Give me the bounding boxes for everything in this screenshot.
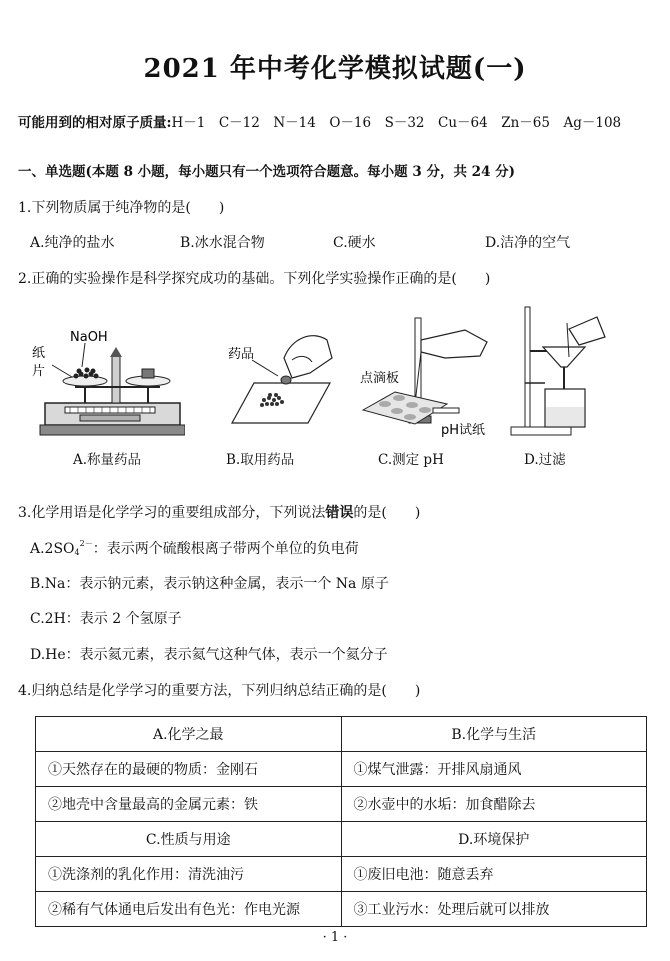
atomic-masses-values: H－1 C－12 N－14 O－16 S－32 Cu－64 Zn－65 Ag－108 xyxy=(171,115,622,131)
q3-stem-emphasis: 错误 xyxy=(325,505,354,521)
q3-a-superscript: 2－ xyxy=(79,539,93,548)
table-cell-c2: ②稀有气体通电后发出有色光：作电光源 xyxy=(36,892,342,927)
q3-a-text: ：表示两个硫酸根离子带两个单位的负电荷 xyxy=(92,541,359,557)
atomic-masses-line xyxy=(18,111,621,131)
question-1-stem: 1.下列物质属于纯净物的是( ) xyxy=(18,200,225,216)
q3-a-subscript: 4 xyxy=(74,548,80,557)
q2-caption-a: A.称量药品 xyxy=(73,452,142,468)
reagent-label: 药品 xyxy=(228,347,255,362)
balance-paper-label-2: 片 xyxy=(32,364,46,379)
table-row xyxy=(36,717,647,752)
table-cell-a-head: A.化学之最 xyxy=(36,717,342,752)
q2-caption-c: C.测定 pH xyxy=(378,452,444,468)
question-4-stem: 4.归纳总结是化学学习的重要方法，下列归纳总结正确的是( ) xyxy=(18,683,421,699)
ph-paper-label: pH试纸 xyxy=(441,423,486,438)
table-row xyxy=(36,857,647,892)
table-cell-d1: ①废旧电池：随意丢弃 xyxy=(341,857,647,892)
balance-naoh-label: NaOH xyxy=(70,330,108,345)
spot-plate-label: 点滴板 xyxy=(360,371,400,386)
question-3-stem xyxy=(18,502,420,522)
q1-option-c: C.硬水 xyxy=(333,235,376,251)
q1-option-a: A.纯净的盐水 xyxy=(30,235,115,251)
table-row xyxy=(36,752,647,787)
q1-option-d: D.洁净的空气 xyxy=(485,235,571,251)
table-cell-d2: ③工业污水：处理后就可以排放 xyxy=(341,892,647,927)
figure-balance-weighing xyxy=(30,325,185,440)
table-cell-b-head: B.化学与生活 xyxy=(341,717,647,752)
q1-option-b: B.冰水混合物 xyxy=(180,235,265,251)
q3-a-formula: A.2SO xyxy=(30,541,75,557)
table-row xyxy=(36,787,647,822)
table-cell-a1: ①天然存在的最硬的物质：金刚石 xyxy=(36,752,342,787)
table-row xyxy=(36,892,647,927)
q4-summary-table xyxy=(35,716,647,927)
q2-caption-d: D.过滤 xyxy=(524,452,566,468)
q2-caption-b: B.取用药品 xyxy=(226,452,295,468)
figure-filtration xyxy=(505,303,615,439)
q3-option-d: D.He：表示氦元素，表示氦气这种气体，表示一个氦分子 xyxy=(30,647,388,663)
page-number: · 1 · xyxy=(322,930,348,945)
figure-taking-reagent xyxy=(212,318,340,438)
section-heading: 一、单选题(本题 8 小题，每小题只有一个选项符合题意。每小题 3 分，共 24 分) xyxy=(18,164,516,180)
table-cell-c1: ①洗涤剂的乳化作用：清洗油污 xyxy=(36,857,342,892)
q3-stem-pre: 3.化学用语是化学学习的重要组成部分，下列说法 xyxy=(18,505,326,521)
figure-measure-ph xyxy=(355,312,500,440)
table-cell-b1: ①煤气泄露：开排风扇通风 xyxy=(341,752,647,787)
q3-option-b: B.Na：表示钠元素，表示钠这种金属，表示一个 Na 原子 xyxy=(30,576,389,592)
page-title: 2021 年中考化学模拟试题(一) xyxy=(143,54,527,84)
atomic-masses-label: 可能用到的相对原子质量: xyxy=(18,115,172,131)
balance-paper-label-1: 纸 xyxy=(32,346,46,361)
table-cell-d-head: D.环境保护 xyxy=(341,822,647,857)
q3-option-a xyxy=(30,538,359,558)
table-cell-c-head: C.性质与用途 xyxy=(36,822,342,857)
q3-stem-post: 的是( ) xyxy=(353,505,421,521)
table-row xyxy=(36,822,647,857)
table-cell-b2: ②水壶中的水垢：加食醋除去 xyxy=(341,787,647,822)
question-2-stem: 2.正确的实验操作是科学探究成功的基础。下列化学实验操作正确的是( ) xyxy=(18,271,491,287)
q3-option-c: C.2H：表示 2 个氢原子 xyxy=(30,611,182,627)
table-cell-a2: ②地壳中含量最高的金属元素：铁 xyxy=(36,787,342,822)
